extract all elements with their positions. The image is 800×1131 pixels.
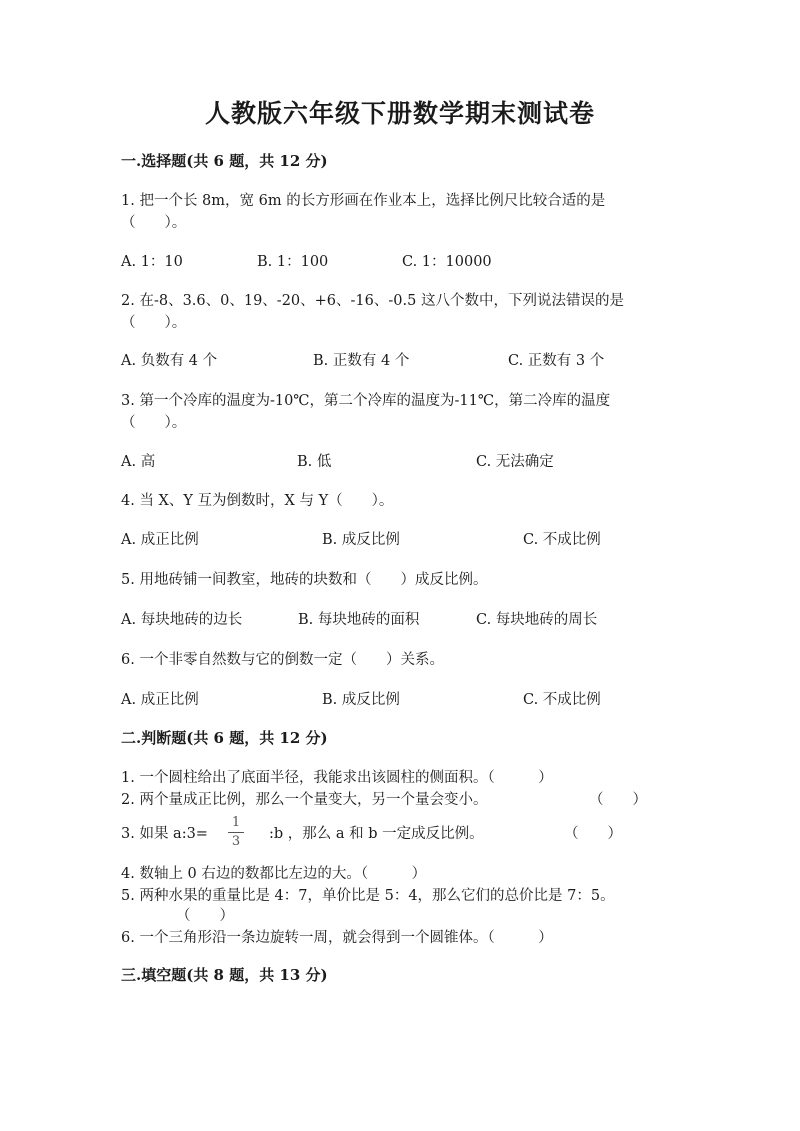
question-5-text: 5. 用地砖铺一间教室，地砖的块数和（ ）成反比例。 bbox=[121, 572, 488, 588]
judge-2-bracket: （ ） bbox=[589, 792, 647, 808]
question-3-blank: （ ）。 bbox=[121, 415, 187, 431]
question-6-option-b: B. 成反比例 bbox=[322, 692, 400, 708]
question-1-blank: （ ）。 bbox=[121, 215, 187, 231]
question-2-option-c: C. 正数有 3 个 bbox=[508, 353, 605, 369]
section-heading-choice: 一.选择题(共 6 题，共 12 分) bbox=[121, 152, 328, 170]
question-6-option-a: A. 成正比例 bbox=[121, 692, 199, 708]
question-2-blank: （ ）。 bbox=[121, 315, 187, 331]
judge-1-text: 1. 一个圆柱给出了底面半径，我能求出该圆柱的侧面积。（ ） bbox=[121, 770, 553, 786]
page-title: 人教版六年级下册数学期末测试卷 bbox=[204, 99, 595, 128]
question-1-option-b: B. 1：100 bbox=[257, 254, 329, 270]
question-3-text: 3. 第一个冷库的温度为-10℃，第二个冷库的温度为-11℃，第二冷库的温度 bbox=[121, 393, 611, 409]
judge-2-text: 2. 两个量成正比例，那么一个量变大，另一个量会变小。 bbox=[121, 792, 488, 808]
fraction-denominator: 3 bbox=[231, 834, 241, 849]
question-1-text: 1. 把一个长 8m，宽 6m 的长方形画在作业本上，选择比例尺比较合适的是 bbox=[121, 193, 606, 209]
question-2-option-a: A. 负数有 4 个 bbox=[121, 353, 218, 369]
section-heading-judge: 二.判断题(共 6 题，共 12 分) bbox=[121, 729, 328, 747]
section-heading-fill: 三.填空题(共 8 题，共 13 分) bbox=[121, 966, 328, 984]
question-4-option-a: A. 成正比例 bbox=[121, 532, 199, 548]
question-3-option-a: A. 高 bbox=[121, 454, 156, 470]
question-1-option-a: A. 1：10 bbox=[121, 254, 183, 270]
judge-6-text: 6. 一个三角形沿一条边旋转一周，就会得到一个圆锥体。（ ） bbox=[121, 930, 553, 946]
judge-5-text: 5. 两种水果的重量比是 4：7，单价比是 5：4，那么它们的总价比是 7：5。 bbox=[121, 888, 615, 904]
question-5-option-b: B. 每块地砖的面积 bbox=[298, 612, 420, 628]
fraction-numerator: 1 bbox=[231, 815, 241, 830]
question-4-text: 4. 当 X、Y 互为倒数时，X 与 Y（ ）。 bbox=[121, 493, 394, 509]
question-5-option-c: C. 每块地砖的周长 bbox=[476, 612, 598, 628]
fraction-bar bbox=[228, 832, 244, 833]
question-6-text: 6. 一个非零自然数与它的倒数一定（ ）关系。 bbox=[121, 652, 444, 668]
judge-3-suffix: :b ，那么 a 和 b 一定成反比例。 bbox=[269, 826, 484, 842]
question-4-option-b: B. 成反比例 bbox=[322, 532, 400, 548]
question-1-option-c: C. 1：10000 bbox=[402, 254, 492, 270]
question-2-text: 2. 在-8、3.6、0、19、-20、+6、-16、-0.5 这八个数中，下列说法错误的是 bbox=[121, 293, 624, 309]
question-5-option-a: A. 每块地砖的边长 bbox=[121, 612, 243, 628]
question-2-option-b: B. 正数有 4 个 bbox=[313, 353, 410, 369]
question-4-option-c: C. 不成比例 bbox=[523, 532, 601, 548]
judge-3-bracket: （ ） bbox=[564, 826, 622, 842]
judge-4-text: 4. 数轴上 0 右边的数都比左边的大。（ ） bbox=[121, 866, 427, 882]
question-3-option-b: B. 低 bbox=[297, 454, 332, 470]
judge-3-prefix: 3. 如果 a:3= bbox=[121, 826, 208, 842]
judge-5-bracket: （ ） bbox=[176, 908, 234, 924]
question-6-option-c: C. 不成比例 bbox=[523, 692, 601, 708]
fraction-one-third bbox=[226, 815, 246, 850]
question-3-option-c: C. 无法确定 bbox=[476, 454, 554, 470]
